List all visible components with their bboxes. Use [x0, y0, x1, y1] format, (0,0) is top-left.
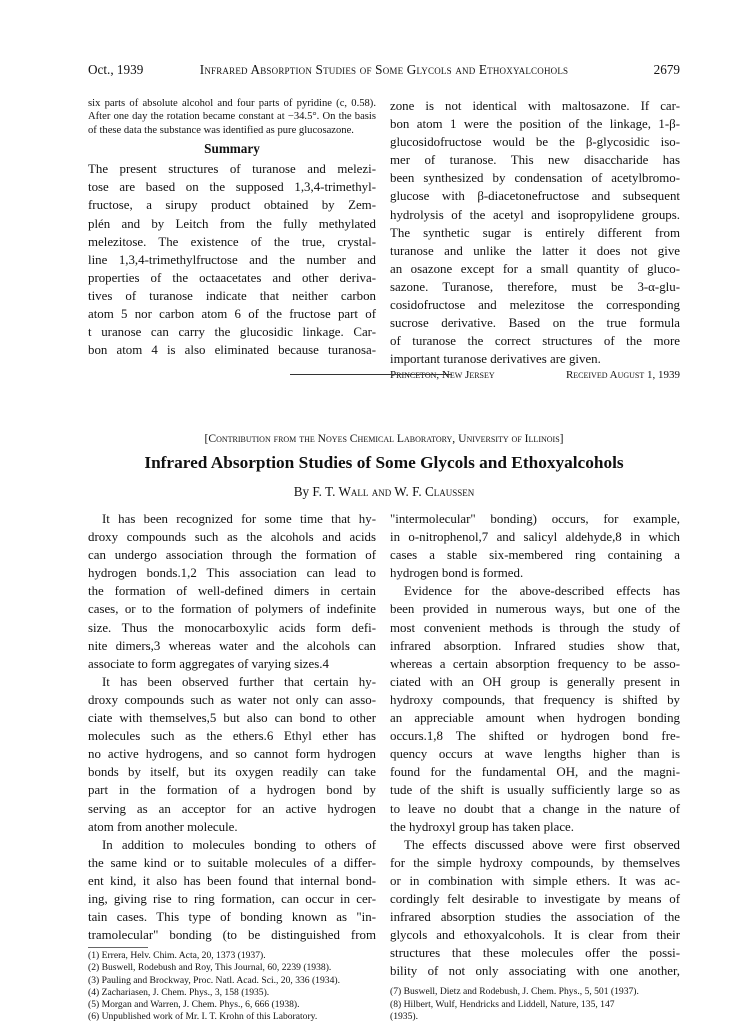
- text-line: nite dimers,3 whereas water and the alcohols can: [88, 638, 376, 653]
- signature-line: [390, 369, 680, 381]
- text-line: bility of not only associating with one another,: [390, 964, 680, 979]
- summary-heading: Summary: [204, 141, 260, 157]
- location: Princeton, New Jersey: [390, 369, 495, 382]
- text-line: zone is not identical with maltosazone. If car-: [390, 99, 680, 113]
- text-line: bon atom 1 were the position of the linkage, 1-β-: [390, 117, 680, 132]
- text-line: The present structures of turanose and melezi-: [88, 162, 376, 177]
- text-line: whereas a certain absorption frequency to be asso-: [390, 656, 680, 671]
- text-line: hydrolysis of the acetyl and isopropylidene groups.: [390, 207, 680, 222]
- text-line: ciate with themselves,5 but also can bond to other: [88, 711, 376, 726]
- text-line: properties of the octaacetates and other deriva-: [88, 270, 376, 285]
- text-line: the formation of well-defined dimers in certain: [88, 584, 376, 599]
- article-title: Infrared Absorption Studies of Some Glycols and Ethoxyalcohols: [144, 453, 624, 472]
- text-line: glucosidofructose would be the β-glycosidic iso-: [390, 135, 680, 150]
- text-line: for the simple hydroxy compounds, by themselves: [390, 855, 680, 870]
- text-line: structures that these molecules offer the possi-: [390, 946, 680, 961]
- text-line: infrared absorption. Infrared studies show that,: [390, 638, 680, 653]
- byline: [88, 484, 680, 500]
- text-line: size. Thus the monocarboxylic acids form defi-: [88, 620, 376, 635]
- text-line: hydrogen bonds.1,2 This association can lead to: [88, 566, 376, 581]
- text-line: droxy compounds such as water not only can asso-: [88, 692, 376, 707]
- text-line: tramolecular" bonding (to be distinguished from: [88, 928, 376, 943]
- text-line: ent kind, it also has been found that internal bond-: [88, 873, 376, 888]
- text-line: glucose with β-diacetonefructose and subsequent: [390, 189, 680, 204]
- text-line: quency occurs at wave lengths higher than is: [390, 747, 680, 762]
- text-line: tives of turanose indicate that neither carbon: [88, 288, 376, 303]
- text-line: infrared absorption studies the association of the: [390, 910, 680, 925]
- text-line: an appreciable amount when hydrogen bonding: [390, 711, 680, 726]
- text-line: tain cases. This type of bonding known as "in-: [88, 910, 376, 925]
- text-line: an osazone except for a small quantity of gluco-: [390, 261, 680, 276]
- text-line: or in combination with simple ethers. It was ac-: [390, 873, 680, 888]
- authors: F. T. Wall and W. F. Claussen: [312, 484, 475, 499]
- footnote: (7) Buswell, Dietz and Rodebush, J. Chem. Phys., 5, 501 (1937).: [390, 986, 639, 998]
- text-line: mer of turanose. This new disaccharide has: [390, 153, 680, 168]
- text-line: cases, or to the formation of polymers of indefinite: [88, 602, 376, 617]
- text-line: bonds by itself, but its oxygen readily can take: [88, 765, 376, 780]
- footnote: (5) Morgan and Warren, J. Chem. Phys., 6, 666 (1938).: [88, 999, 300, 1011]
- text-line: hydrogen bond is formed.: [390, 566, 524, 581]
- footnote: (1) Errera, Helv. Chim. Acta, 20, 1373 (1937).: [88, 950, 266, 962]
- received-date: Received August 1, 1939: [565, 369, 680, 382]
- footnote: (6) Unpublished work of Mr. I. T. Krohn of this Laboratory.: [88, 1011, 318, 1023]
- text-line: bon atom 4 is also eliminated because turanosa-: [88, 343, 376, 358]
- text-line: in o-nitrophenol,7 and salicyl aldehyde,8 in which: [390, 530, 680, 545]
- text-line: The effects discussed above were first observed: [404, 837, 680, 852]
- text-line: atom from another molecule.: [88, 819, 238, 834]
- summary-continuation: [390, 97, 680, 368]
- text-line: t uranose can carry the glucosidic linkage. Car-: [88, 325, 376, 340]
- text-line: serving as an acceptor for an active hydrogen: [88, 801, 376, 816]
- text-line: found for the fundamental OH, and the magni-: [390, 765, 680, 780]
- page-number: 2679: [653, 62, 680, 77]
- text-line: ciated with an OH group is generally present in: [390, 674, 680, 689]
- summary-paragraph: [88, 160, 376, 359]
- text-line: melezitose. The existence of the true, crystal-: [88, 234, 376, 249]
- text-line: can undergo association through the formation of: [88, 548, 376, 563]
- footnote: (2) Buswell, Rodebush and Roy, This Journal, 60, 2239 (1938).: [88, 962, 332, 974]
- prev-article-right-column: [390, 97, 680, 381]
- text-line: ing, giving rise to ring formation, can occur in cer-: [88, 891, 376, 906]
- text-line: hydroxy compounds, that frequency is shifted by: [390, 692, 680, 707]
- text-line: part in the formation of a hydrogen bond by: [88, 783, 376, 798]
- text-line: most convenient methods is through the study of: [390, 620, 680, 635]
- text-line: been provided in numerous ways, but one of the: [390, 602, 680, 617]
- footnote: (1935).: [390, 1010, 418, 1022]
- experimental-paragraph: [88, 97, 376, 137]
- footnote: (8) Hilbert, Wulf, Hendricks and Liddell, Nature, 135, 147: [390, 998, 615, 1010]
- text-line: tose are based on the supposed 1,3,4-trimethyl-: [88, 180, 376, 195]
- text-line: no active hydrogens, and so cannot form hydrogen: [88, 747, 376, 762]
- contribution-line: [Contribution from the Noyes Chemical Laboratory, University of Illinois]: [204, 432, 564, 445]
- byline-by: By: [293, 484, 310, 499]
- text-line: line 1,3,4-trimethylfructose and the number and: [88, 252, 376, 267]
- text-line: turanose and unlike the latter it does not give: [390, 243, 680, 258]
- text-line: sucrose derivative. Based on the true formula: [390, 316, 680, 331]
- body-left: [88, 510, 376, 944]
- text-line: plén and by Leitch from the fully methylated: [88, 216, 376, 231]
- footnote-rule: [88, 947, 148, 948]
- text-line: sazone. Turanose, therefore, must be 3-α-glu-: [390, 279, 680, 294]
- text-line: tude of the shift is usually sufficiently large so as: [390, 783, 680, 798]
- text-line: The synthetic sugar is entirely different from: [390, 225, 680, 240]
- footnote: (4) Zachariasen, J. Chem. Phys., 3, 158 (1935).: [88, 986, 270, 998]
- footnote: (3) Pauling and Brockway, Proc. Natl. Acad. Sci., 20, 336 (1934).: [88, 974, 340, 986]
- text-line: the same kind or to suitable molecules of a differ-: [88, 855, 376, 870]
- text-line: been synthesized by condensation of acetylbromo-: [390, 171, 680, 186]
- text-line: Evidence for the above-described effects has: [404, 584, 680, 599]
- text-line: In addition to molecules bonding to others of: [102, 837, 376, 852]
- text-line: droxy compounds such as the alcohols and acids: [88, 530, 376, 545]
- footnotes-left: [88, 950, 376, 1023]
- text-line: cordingly felt desirable to investigate by means of: [390, 891, 680, 906]
- text-line: the hydroxyl group has taken place.: [390, 819, 574, 834]
- text-line: fructose, a sirupy product obtained by Zem-: [88, 198, 376, 213]
- text-line: atom 5 nor carbon atom 6 of the fructose part of: [88, 306, 376, 321]
- prev-article-left-column: [88, 97, 376, 359]
- running-header: [88, 62, 680, 82]
- text-line: important turanose derivatives are given.: [390, 352, 601, 367]
- text-line: molecules such as the ethers.6 Ethyl ether has: [88, 729, 376, 744]
- body-right: [390, 510, 680, 980]
- experimental-text: six parts of absolute alcohol and four parts of pyridine (c, 0.58). After one day the rotation became constant at −34.5°. On the basis of these data the substance was identified as pure glucosazone.: [88, 98, 376, 136]
- article-right-column: [390, 510, 680, 1023]
- text-line: to leave no doubt that a change in the nature of: [390, 801, 680, 816]
- article-left-column: [88, 510, 376, 1023]
- text-line: occurs.1,8 The shifted or hydrogen bond fre-: [390, 729, 680, 744]
- header-date: Oct., 1939: [88, 62, 144, 77]
- text-line: It has been recognized for some time that hy-: [102, 512, 376, 526]
- text-line: associate to form aggregates of varying sizes.4: [88, 656, 329, 671]
- text-line: cosidofructose and melezitose the corresponding: [390, 298, 680, 313]
- text-line: "intermolecular" bonding) occurs, for example,: [390, 512, 680, 526]
- text-line: of turanose the correct structures of the more: [390, 334, 680, 349]
- text-line: cases a stable six-membered ring containing a: [390, 548, 680, 563]
- header-running-title: Infrared Absorption Studies of Some Glycols and Ethoxyalcohols: [199, 62, 569, 77]
- text-line: It has been observed further that certain hy-: [102, 674, 376, 689]
- article-separator: [290, 374, 452, 375]
- text-line: glycols and ethoxyalcohols. It is clear from their: [390, 928, 680, 943]
